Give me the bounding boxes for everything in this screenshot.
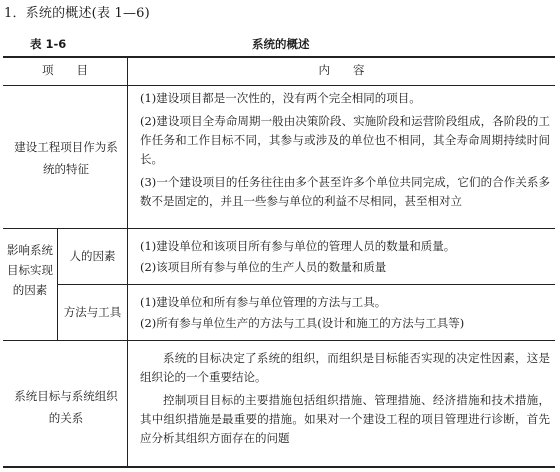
paragraph: (2)该项目所有参与单位的生产人员的数量和质量 <box>140 260 387 274</box>
table-title: 系统的概述 <box>252 37 310 51</box>
row-content-human-factors <box>140 237 550 277</box>
header-bottom-rule <box>3 85 555 86</box>
row-label-project-as-system <box>14 136 118 180</box>
paragraph: (2)所有参与单位生产的方法与工具(设计和施工的方法与工具等) <box>140 316 465 330</box>
table-bottom-rule <box>3 466 555 468</box>
row-label-text: 系统目标与系统组织的关系 <box>14 389 118 425</box>
column-divider <box>127 58 128 466</box>
row-content-methods-tools <box>140 293 550 333</box>
paragraph: (3)一个建设项目的任务往往由多个甚至许多个单位共同完成，它们的合作关系多数不是固定的，并且一些参与单位的利益不尽相同，甚至相对立 <box>140 175 550 208</box>
table-label: 表 1-6 <box>30 37 67 51</box>
paragraph: (1)建设项目都是一次性的，没有两个完全相同的项目。 <box>140 91 421 105</box>
paragraph: 控制项目目标的主要措施包括组织措施、管理措施、经济措施和技术措施，其中组织措施是最重要的措施。如果对一个建设工程的项目管理进行诊断，首先应分析其组织方面存在的问题 <box>140 393 550 445</box>
paragraph: 系统的目标决定了系统的组织，而组织是目标能否实现的决定性因素，这是组织论的一个重要结论。 <box>140 351 550 384</box>
header-item: 项 目 <box>42 63 88 77</box>
row2-inner-rule <box>57 284 555 285</box>
section-heading: 1．系统的概述(表 1—6) <box>4 6 150 21</box>
header-content: 内 容 <box>318 63 365 77</box>
row-group-label-influence-factors <box>6 240 54 300</box>
paragraph: (1)建设单位和该项目所有参与单位的管理人员的数量和质量。 <box>140 239 456 253</box>
row-content-project-as-system <box>140 89 550 211</box>
subgroup-divider <box>57 229 58 340</box>
row-label-goal-organization <box>14 385 118 429</box>
row-label-human-factors: 人的因素 <box>69 249 116 263</box>
paragraph: (1)建设单位和所有参与单位管理的方法与工具。 <box>140 295 387 309</box>
row-label-methods-tools: 方法与工具 <box>63 305 122 319</box>
row-content-goal-organization <box>140 349 550 448</box>
paragraph: (2)建设项目全寿命周期一般由决策阶段、实施阶段和运营阶段组成，各阶段的工作任务和工作目标不同，其参与或涉及的单位也不相同，其全寿命周期持续时间长。 <box>140 114 550 166</box>
row1-bottom-rule <box>3 228 555 229</box>
row2-bottom-rule <box>3 340 555 341</box>
row-label-text: 建设工程项目作为系统的特征 <box>14 140 118 176</box>
table-top-rule <box>3 56 555 58</box>
row-group-label-text: 影响系统目标实现的因素 <box>7 243 53 297</box>
